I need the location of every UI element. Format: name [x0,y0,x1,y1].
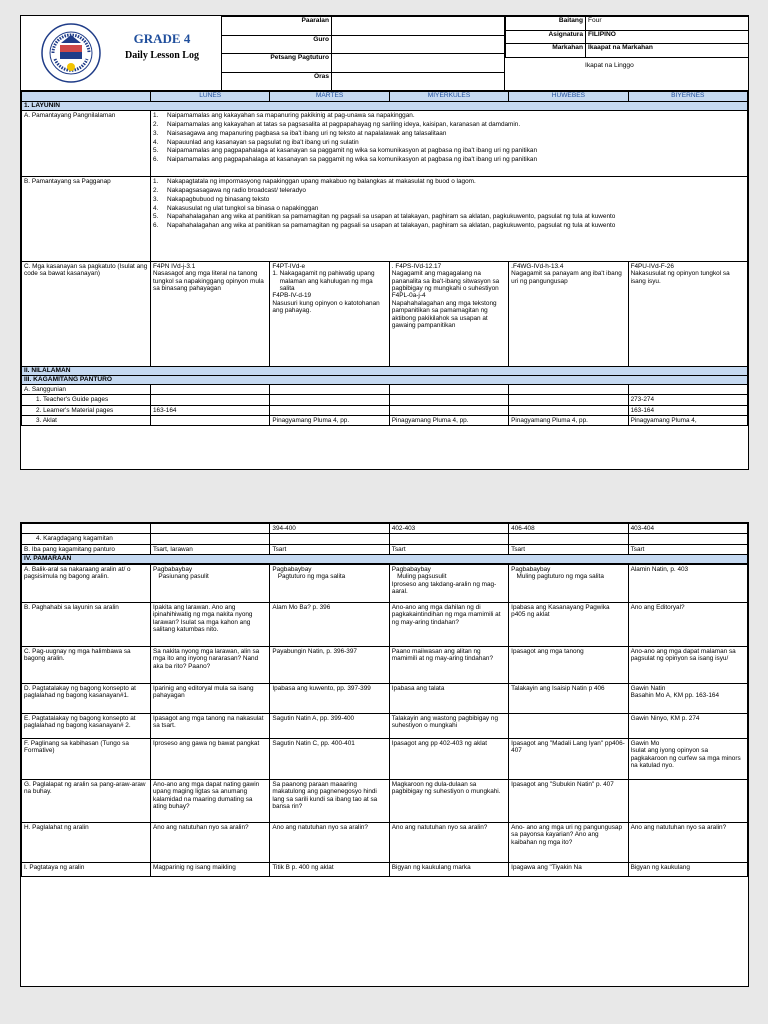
label-oras: Oras [222,72,332,91]
row-label-sanggunian: A. Sanggunian [22,385,151,395]
pamaraan-cell-miyerkules: Ipabasa ang talata [389,684,508,714]
aklat-huwebes: Pinagyamang Pluma 4, pp. [509,416,628,426]
kasanayan-text: Nasusuri kung opinyon o katotohanan ang pahayag. [272,299,380,315]
section-kagamitan: III. KAGAMITANG PANTURO [22,376,748,385]
pamaraan-cell-martes: Ano ang natutuhan nyo sa aralin? [270,823,389,863]
meta-table-right [505,16,749,58]
aklat-miyerkules: Pinagyamang Pluma 4, pp. [389,416,508,426]
pangnilalaman-item: Naisasagawa ang mapanuring pagbasa sa iba't ibang uri ng teksto at napalalawak ang talasalitaan [167,129,447,137]
kasanayan-biyernes [628,262,747,367]
tg-biyernes: 273-274 [628,395,747,405]
code-miyerkules-2: F4PL-0a-j-4 [391,292,426,300]
pamaraan-row [22,565,748,603]
row-label-aklat: 3. Aklat [22,416,151,426]
pangnilalaman-item: Naipamamalas ang kakayahan sa mapanuring pakikinig at pag-unawa sa napakinggan. [167,112,415,119]
pamaraan-cell-lunes: Magparinig ng isang maikling [151,863,270,877]
pamaraan-cell-miyerkules: Talakayin ang wastong pagbibigay ng suhestiyon o mungkahi [389,714,508,739]
value-markahan: Ikaapat na Markahan [586,44,750,58]
week-label: Ikapat na Linggo [585,62,634,69]
pamaraan-cell-martes: Titik B p. 400 ng aklat [270,863,389,877]
section-layunin: 1. LAYUNIN [22,102,748,111]
day-biyernes: BIYERNES [628,92,747,102]
kasanayan-text: Nakasusulat ng opinyon tungkol sa isang isyu. [630,270,730,285]
pamaraan-row [22,780,748,823]
kasanayan-martes: F4PT-IVd-e 1. Nakagagamit ng pahiwatig upang malaman ang kahulugan ng mga salita F4PB-IV-d-19 Nasusuri kung opinyon o katotohanan ang pahayag. [270,262,389,367]
aklat-biyernes: Pinagyamang Pluma 4, [628,416,747,426]
pamaraan-cell-miyerkules: Paano maiiwasan ang alitan ng mamimili at ng may-aring tindahan? [389,647,508,684]
grade-title: GRADE 4 [133,31,191,46]
pamaraan-row-label: E. Pagtatalakay ng bagong konsepto at paglalahad ng bagong kasanayan# 2. [22,714,151,739]
value-oras [332,72,505,91]
pamaraan-cell-martes: Sagutin Natin A, pp. 399-400 [270,714,389,739]
pamaraan-cell-huwebes: Ipabasa ang Kasanayang Pagwika p405 ng aklat [509,603,628,647]
pamaraan-cell-martes: Alam Mo Ba? p. 396 [270,603,389,647]
pamaraan-cell-huwebes: Talakayin ang Isaisip Natin p 406 [509,684,628,714]
dll-title: Daily Lesson Log [125,50,199,61]
lesson-table-page-1 [21,91,748,426]
pamaraan-cell-martes: Sa paanong paraan maaaring makatulong ang pagnenegosyo hindi lang sa sarili kundi sa ibang tao at sa bansa rin? [270,780,389,823]
pamaraan-cell-huwebes: Ipagawa ang "Tiyakin Na [509,863,628,877]
day-header-blank [22,92,151,102]
pagganap-item: Nakapagtatala ng impormasyong napakinggan upang makabuo ng balangkas at makasulat ng buod o lagom. [167,178,476,185]
label-paaralan: Paaralan [222,17,332,36]
kasanayan-text: Nasasagot ang mga literal na tanong tungkol sa napakinggang opinyon mula sa binasang pahayagan [153,270,264,293]
pamaraan-cell-martes: Payabungin Natin, p. 396-397 [270,647,389,684]
code-biyernes: F4PU-IVd-F-26 [630,263,674,270]
row-label-pagganap: B. Pamantayang sa Pagganap [22,177,151,262]
pagganap-list: 1. Nakapagtatala ng impormasyong napakinggan upang makabuo ng balangkas at makasulat ng buod o lagom. 2. Nakapagsasagawa ng radio broadcast/ teleradyo 3. Nakapagbubuod ng binasang teksto 4. Nakasusulat ng ulat tungkol sa binasa o napakinggan 5. Napahahalagahan ang wika at panitikan sa pamamagitan ng pagsali sa usapan at talakayan, paghiram sa aklatan, pagkukuwento, pagsulat ng tula at kuwento 6. Napahahalagahan ang wika at panitikan sa pamamagitan ng pagsali sa usapan at talakayan, paghiram sa aklatan, pagkukuwento, pagsulat ng tula at kuwento [151,177,748,262]
pamaraan-cell-biyernes: Gawin Mo Isulat ang iyong opinyon sa pagkakaroon ng curfew sa mga minors na katulad nyo. [628,739,747,780]
iba-miyerkules: Tsart [389,544,508,554]
pamaraan-row [22,863,748,877]
section-nilalaman: II. NILALAMAN [22,367,748,376]
pangnilalaman-item: Napauunlad ang kasanayan sa pagsulat ng iba't ibang uri ng sulatin [167,138,359,146]
pamaraan-cell-biyernes: Alamin Natin, p. 403 [628,565,747,603]
pamaraan-cell-lunes: Ipakita ang larawan. Ano ang ipinahihiwatig ng mga nakita nyong larawan? Isulat sa mga kahon ang salitang katumbas nito. [151,603,270,647]
pamaraan-row-label: I. Pagtataya ng aralin [22,863,151,877]
pangnilalaman-item: Naipamamalas ang kakayahan at tatas sa pagsasalita at pagpapahayag ng sariling ideya, kaisipan, karanasan at damdamin. [167,120,521,128]
lesson-log-page-2 [20,522,749,987]
day-huwebes: HUWEBES [509,92,628,102]
pamaraan-cell-martes: Sagutin Natin C, pp. 400-401 [270,739,389,780]
row-label-kasanayan: C. Mga kasanayan sa pagkatuto (Isulat ang code sa bawat kasanayan) [22,262,151,367]
iba-lunes: Tsart, larawan [151,544,270,554]
pamaraan-cell-miyerkules: Pagbabaybay Muling pagsusulit Iproseso ang takdang-aralin ng mag-aaral. [389,565,508,603]
code-martes-2: F4PB-IV-d-19 [272,292,312,300]
pamaraan-row-label: A. Balik-aral sa nakaraang aralin at/ o pagsisimula ng bagong aralin. [22,565,151,603]
meta-table-left [221,16,505,91]
pamaraan-cell-miyerkules: Bigyan ng kaukulang marka [389,863,508,877]
iba-huwebes: Tsart [509,544,628,554]
pamaraan-cell-lunes: Iparinig ang editoryal mula sa isang pahayagan [151,684,270,714]
row-label-karagdagan: 4. Karagdagang kagamitan [22,534,151,544]
pamaraan-cell-miyerkules: Ano-ano ang mga dahilan ng di pagkakaintindihan ng mga mamimili at ng may-aring tindahan? [389,603,508,647]
pamaraan-cell-biyernes: Ano ang natutuhan nyo sa aralin? [628,823,747,863]
row-label-pangnilalaman: A. Pamantayang Pangnilalaman [22,111,151,177]
pamaraan-cell-miyerkules: Ano ang natutuhan nyo sa aralin? [389,823,508,863]
label-baitang: Baitang [506,17,586,31]
pamaraan-cell-huwebes: Ipasagot ang "Subukin Natin" p. 407 [509,780,628,823]
pamaraan-cell-martes: Pagbabaybay Pagtuturo ng mga salita [270,565,389,603]
pangnilalaman-item: Naipamamalas ang pagpapahalaga at kasanayan sa paggamit ng wika sa komunikasyon at pagbasa ng iba't ibang uri ng panitikan [167,147,537,155]
pages-miyerkules: 402-403 [389,524,508,534]
value-asignatura: FILIPINO [586,30,750,44]
pamaraan-cell-lunes: Ipasagot ang mga tanong na nakasulat sa tsart. [151,714,270,739]
pagganap-item: Napahahalagahan ang wika at panitikan sa pamamagitan ng pagsali sa usapan at talakayan, paghiram sa aklatan, pagkukuwento, pagsulat ng tula at kuwento [167,222,616,230]
pangnilalaman-item: Naipamamalas ang pagpapahalaga at kasanayan sa paggamit ng wika sa komunikasyon at pagbasa ng iba't ibang uri ng panitikan [167,156,537,164]
pamaraan-cell-huwebes: Ipasagot ang mga tanong [509,647,628,684]
label-guro: Guro [222,35,332,54]
value-petsa [332,54,505,73]
code-miyerkules: . F4PS-IVd-12.17 [391,263,442,270]
pamaraan-cell-huwebes: Ano- ano ang mga uri ng pangungusap sa payonsa kayarian? Ano ang kaibahan ng mga ito? [509,823,628,863]
lm-lunes: 163-164 [151,405,270,415]
value-baitang: Four [586,17,750,31]
day-lunes: LUNES [151,92,270,102]
row-label-iba: B. Iba pang kagamitang panturo [22,544,151,554]
lesson-log-header [21,16,748,91]
kasanayan-text: Napahahalagahan ang mga tekstong pampanitikan sa pamamagitan ng aktibong pakikilahok sa usapan at gawaing pampanitikan [391,299,497,329]
pamaraan-cell-lunes: Pagbabaybay Pasiunang pasulit [151,565,270,603]
lm-biyernes: 163-164 [628,405,747,415]
iba-martes: Tsart [270,544,389,554]
grade-title-block [107,31,217,61]
pamaraan-cell-lunes: Sa nakita nyong mga larawan, alin sa mga ito ang inyong nararasan? Nand aka ba rito? Paano? [151,647,270,684]
pamaraan-cell-huwebes [509,714,628,739]
pangnilalaman-list: 1. Naipamamalas ang kakayahan sa mapanuring pakikinig at pag-unawa sa napakinggan. 2. Naipamamalas ang kakayahan at tatas sa pagsasalita at pagpapahayag ng sariling ideya, kaisipan, karanasan at damdamin. 3. Naisasagawa ang mapanuring pagbasa sa iba't ibang uri ng teksto at napalalawak ang talasalitaan 4. Napauunlad ang kasanayan sa pagsulat ng iba't ibang uri ng sulatin 5. Naipamamalas ang pagpapahalaga at kasanayan sa paggamit ng wika sa komunikasyon at pagbasa ng iba't ibang uri ng panitikan 6. Naipamamalas ang pagpapahalaga at kasanayan sa paggamit ng wika sa komunikasyon at pagbasa ng iba't ibang uri ng panitikan [151,111,748,177]
row-label-tg: 1. Teacher's Guide pages [22,395,151,405]
lesson-log-page-1 [20,15,749,470]
lesson-table-page-2 [21,523,748,564]
pamaraan-cell-biyernes: Gawin Natin Basahin Mo A, KM pp. 163-164 [628,684,747,714]
pamaraan-row [22,647,748,684]
pamaraan-row-label: H. Paglalahat ng aralin [22,823,151,863]
day-miyerkules: MIYERKULES [389,92,508,102]
pamaraan-cell-biyernes: Ano-ano ang mga dapat malaman sa pagsulat ng opinyon sa isang isyu/ [628,647,747,684]
kasanayan-text: Nakagagamit ng pahiwatig upang malaman ang kahulugan ng mga salita [279,270,375,293]
value-guro [332,35,505,54]
pagganap-item: Nakapagsasagawa ng radio broadcast/ teleradyo [167,186,306,194]
pamaraan-cell-lunes: Ano-ano ang mga dapat nating gawin upang maging ligtas sa anumang kalamidad na maaring dumating sa ating buhay? [151,780,270,823]
pamaraan-row [22,739,748,780]
deped-seal-icon [41,23,101,83]
pamaraan-row [22,603,748,647]
pages-biyernes: 403-404 [628,524,747,534]
pamaraan-cell-miyerkules: Ipasagot ang pp 402-403 ng aklat [389,739,508,780]
pamaraan-cell-miyerkules: Magkaroon ng dula-dulaan sa pagbibigay ng suhestiyon o mungkahi. [389,780,508,823]
label-markahan: Markahan [506,44,586,58]
code-huwebes: .F4WG-IVd-h-13.4 [511,263,564,270]
pages-martes: 394-400 [270,524,389,534]
kasanayan-text: Nagagamit sa panayam ang iba't ibang uri ng pangungusap [511,270,622,285]
section-pamaraan: IV. PAMARAAN [22,555,748,564]
pagganap-item: Nakapagbubuod ng binasang teksto [167,195,270,203]
pamaraan-cell-huwebes: Ipasagot ang "Madali Lang Iyan" pp406-407 [509,739,628,780]
kasanayan-miyerkules [389,262,508,367]
pamaraan-cell-huwebes: Pagbabaybay Muling pagtuturo ng mga salita [509,565,628,603]
pamaraan-row-label: F. Paglinang sa kabihasan (Tungo sa Formative) [22,739,151,780]
pagganap-item: Nakasusulat ng ulat tungkol sa binasa o napakinggan [167,204,319,212]
pamaraan-cell-biyernes [628,780,747,823]
label-petsa: Petsang Pagtuturo [222,54,332,73]
pamaraan-row [22,684,748,714]
pamaraan-row-label: C. Pag-uugnay ng mga halimbawa sa bagong aralin. [22,647,151,684]
pamaraan-cell-lunes: Iproseso ang gawa ng bawat pangkat [151,739,270,780]
iba-biyernes: Tsart [628,544,747,554]
pagganap-item: Napahahalagahan ang wika at panitikan sa pamamagitan ng pagsali sa usapan at talakayan, paghiram sa aklatan, pagkukuwento, pagsulat ng tula at kuwento [167,213,616,221]
pamaraan-row-label: B. Paghahabi sa layunin sa aralin [22,603,151,647]
pamaraan-cell-martes: Ipabasa ang kuwento, pp. 397-399 [270,684,389,714]
pamaraan-cell-biyernes: Bigyan ng kaukulang [628,863,747,877]
code-martes: F4PT-IVd-e [272,263,306,270]
pamaraan-cell-biyernes: Ano ang Editoryal? [628,603,747,647]
pamaraan-row [22,714,748,739]
aklat-martes: Pinagyamang Pluma 4, pp. [270,416,389,426]
pamaraan-row-label: G. Paglalapat ng aralin sa pang-araw-araw na buhay. [22,780,151,823]
pages-huwebes: 406-408 [509,524,628,534]
kasanayan-lunes [151,262,270,367]
kasanayan-text: Nagagamit ang magagalang na pananalita sa iba't-ibang sitwasyon sa pagbibigay ng mungkahi o suhestiyon [391,270,500,293]
day-martes: MARTES [270,92,389,102]
pamaraan-row [22,823,748,863]
kasanayan-huwebes [509,262,628,367]
code-lunes: F4PN IVd-j-3.1 [153,263,196,270]
label-asignatura: Asignatura [506,30,586,44]
pamaraan-cell-lunes: Ano ang natutuhan nyo sa aralin? [151,823,270,863]
pamaraan-table [21,564,748,877]
day-header-row [22,92,748,102]
value-paaralan [332,17,505,36]
pamaraan-row-label: D. Pagtatalakay ng bagong konsepto at paglalahad ng bagong kasanayan#1. [22,684,151,714]
pamaraan-cell-biyernes: Gawin Ninyo, KM p. 274 [628,714,747,739]
row-label-lm: 2. Learner's Material pages [22,405,151,415]
